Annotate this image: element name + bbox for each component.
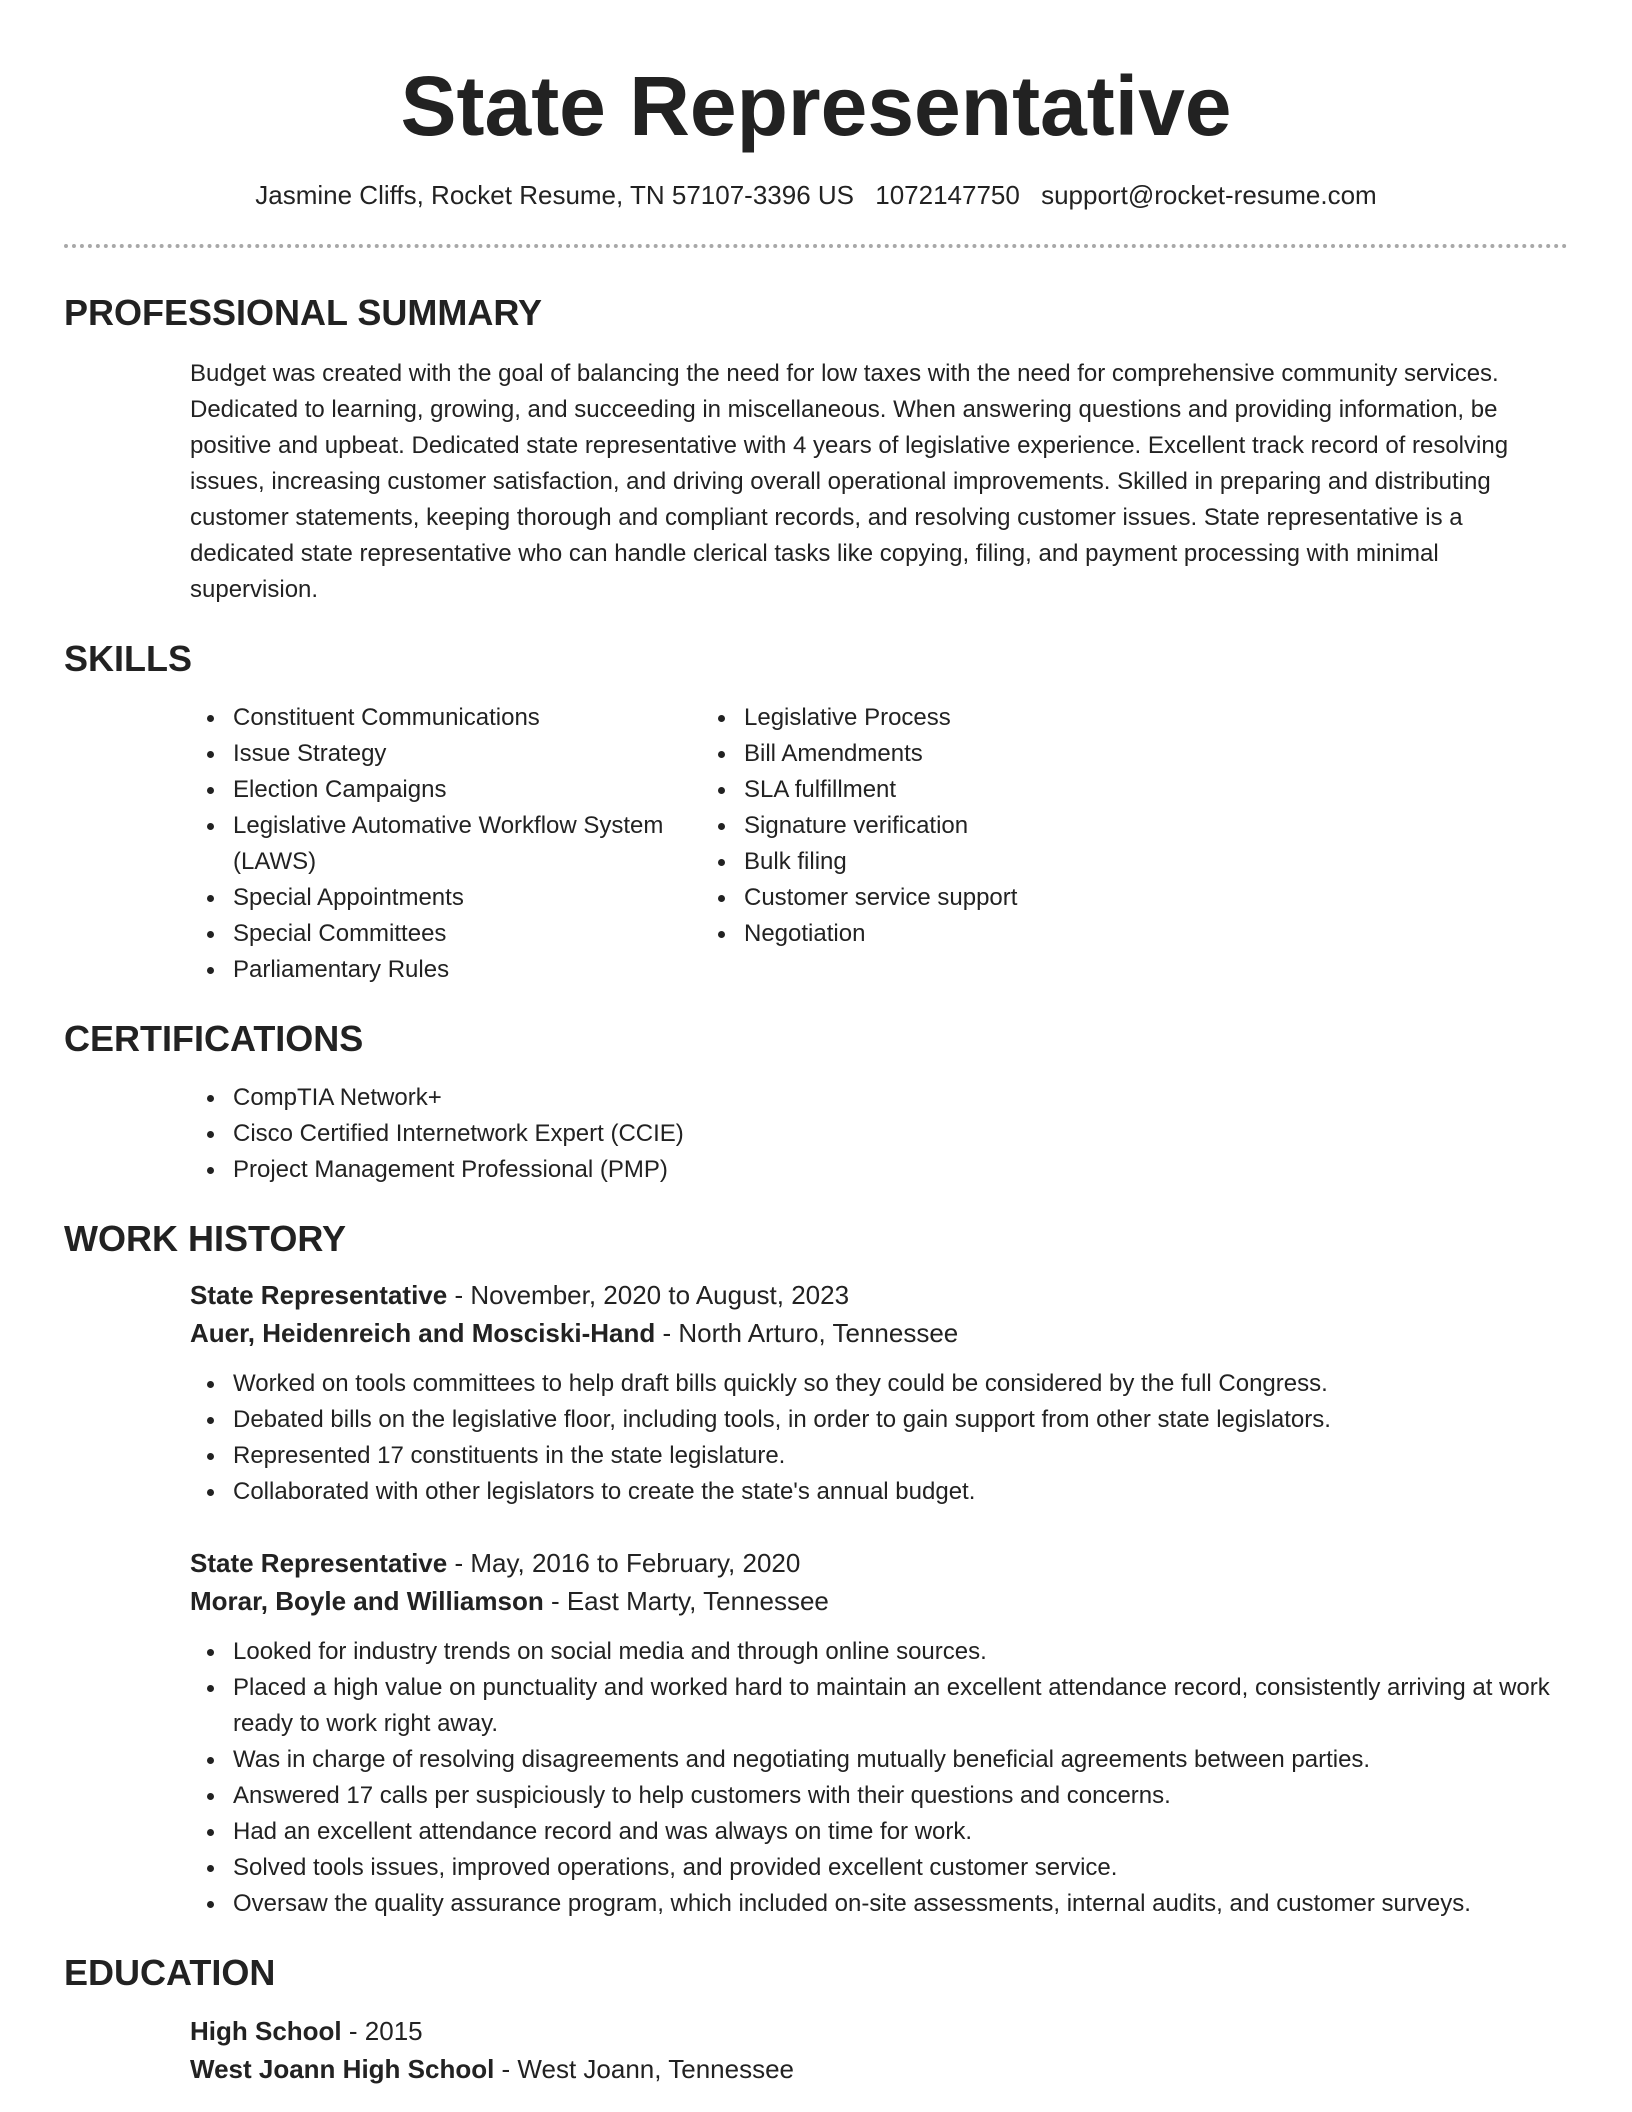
contact-email[interactable]: support@rocket-resume.com: [1041, 180, 1377, 210]
skills-column-left: [64, 700, 744, 988]
education-entry: [190, 2012, 1568, 2088]
skills-list-right: [744, 700, 1017, 952]
skills-heading: SKILLS: [64, 638, 193, 679]
education-degree-line: [190, 2012, 1568, 2050]
education-section: [64, 1952, 1568, 2088]
job-title-line: [190, 1544, 1568, 1582]
job-entry: [190, 1544, 1568, 1922]
summary-text: Budget was created with the goal of balancing the need for low taxes with the need for comprehensive community services. Dedicated to learning, growing, and succeeding in miscellaneous. When answering questions and providing information, be positive and upbeat. Dedicated state representative with 4 years of legislative experience. Excellent track record of resolving issues, increasing customer satisfaction, and driving overall operational improvements. Skilled in preparing and distributing customer statements, keeping thorough and compliant records, and resolving customer issues. State representative is a dedicated state representative who can handle clerical tasks like copying, filing, and payment processing with minimal supervision.: [190, 360, 1509, 603]
work-history-heading: WORK HISTORY: [64, 1218, 347, 1259]
skill-item: Issue Strategy: [233, 736, 744, 772]
job-duty-item: Placed a high value on punctuality and worked hard to maintain an excellent attendance record, consistently arriving at work ready to work right away.: [233, 1670, 1568, 1742]
summary-heading: PROFESSIONAL SUMMARY: [64, 292, 543, 333]
certifications-heading: CERTIFICATIONS: [64, 1018, 364, 1059]
skill-item: Bill Amendments: [744, 736, 1017, 772]
skills-grid: [64, 700, 1568, 988]
education-location: - West Joann, Tennessee: [494, 2054, 794, 2084]
education-year: - 2015: [341, 2016, 423, 2046]
job-company: Morar, Boyle and Williamson: [190, 1586, 544, 1616]
skill-item: Special Committees: [233, 916, 744, 952]
job-duty-item: Oversaw the quality assurance program, which included on-site assessments, internal audits, and customer surveys.: [233, 1886, 1568, 1922]
job-company-line: [190, 1314, 1568, 1352]
skills-list-left: [64, 700, 744, 988]
job-title-line: [190, 1276, 1568, 1314]
skill-item: Parliamentary Rules: [233, 952, 744, 988]
candidate-name: State Representative: [400, 59, 1232, 153]
job-duty-item: Was in charge of resolving disagreements and negotiating mutually beneficial agreements between parties.: [233, 1742, 1568, 1778]
certification-item: Project Management Professional (PMP): [233, 1152, 1568, 1188]
certification-item: CompTIA Network+: [233, 1080, 1568, 1116]
summary-section: [64, 292, 1568, 608]
education-heading: EDUCATION: [64, 1952, 276, 1993]
skill-item: Legislative Process: [744, 700, 1017, 736]
certifications-section: [64, 1018, 1568, 1188]
skill-item: Negotiation: [744, 916, 1017, 952]
job-entry: [190, 1276, 1568, 1510]
skill-item: SLA fulfillment: [744, 772, 1017, 808]
job-location: - North Arturo, Tennessee: [655, 1318, 959, 1348]
job-duty-item: Looked for industry trends on social media and through online sources.: [233, 1634, 1568, 1670]
certifications-list: [64, 1080, 1568, 1188]
header-divider: [64, 244, 1568, 248]
education-school: West Joann High School: [190, 2054, 495, 2084]
work-history-section: [64, 1218, 1568, 1922]
job-duties-list: [190, 1634, 1568, 1922]
contact-phone: 1072147750: [875, 180, 1020, 210]
contact-line: [64, 178, 1568, 212]
job-duty-item: Answered 17 calls per suspiciously to help customers with their questions and concerns.: [233, 1778, 1568, 1814]
contact-address: Jasmine Cliffs, Rocket Resume, TN 57107-3396 US: [255, 180, 855, 210]
job-duties-list: [190, 1366, 1568, 1510]
job-duty-item: Solved tools issues, improved operations, and provided excellent customer service.: [233, 1850, 1568, 1886]
skill-item: Constituent Communications: [233, 700, 744, 736]
job-role: State Representative: [190, 1280, 448, 1310]
skills-column-right: [744, 700, 1017, 988]
job-duty-item: Had an excellent attendance record and was always on time for work.: [233, 1814, 1568, 1850]
job-dates: - May, 2016 to February, 2020: [447, 1548, 801, 1578]
skill-item: Legislative Automative Workflow System (LAWS): [233, 808, 744, 880]
skill-item: Customer service support: [744, 880, 1017, 916]
job-duty-item: Represented 17 constituents in the state legislature.: [233, 1438, 1568, 1474]
job-company: Auer, Heidenreich and Mosciski-Hand: [190, 1318, 656, 1348]
job-company-line: [190, 1582, 1568, 1620]
job-duty-item: Debated bills on the legislative floor, including tools, in order to gain support from other state legislators.: [233, 1402, 1568, 1438]
skill-item: Bulk filing: [744, 844, 1017, 880]
job-duty-item: Collaborated with other legislators to create the state's annual budget.: [233, 1474, 1568, 1510]
certification-item: Cisco Certified Internetwork Expert (CCIE): [233, 1116, 1568, 1152]
job-duty-item: Worked on tools committees to help draft bills quickly so they could be considered by the full Congress.: [233, 1366, 1568, 1402]
skill-item: Signature verification: [744, 808, 1017, 844]
job-role: State Representative: [190, 1548, 448, 1578]
job-dates: - November, 2020 to August, 2023: [447, 1280, 850, 1310]
education-degree: High School: [190, 2016, 342, 2046]
skill-item: Special Appointments: [233, 880, 744, 916]
skill-item: Election Campaigns: [233, 772, 744, 808]
job-location: - East Marty, Tennessee: [543, 1586, 829, 1616]
skills-section: [64, 638, 1568, 988]
education-school-line: [190, 2050, 1568, 2088]
